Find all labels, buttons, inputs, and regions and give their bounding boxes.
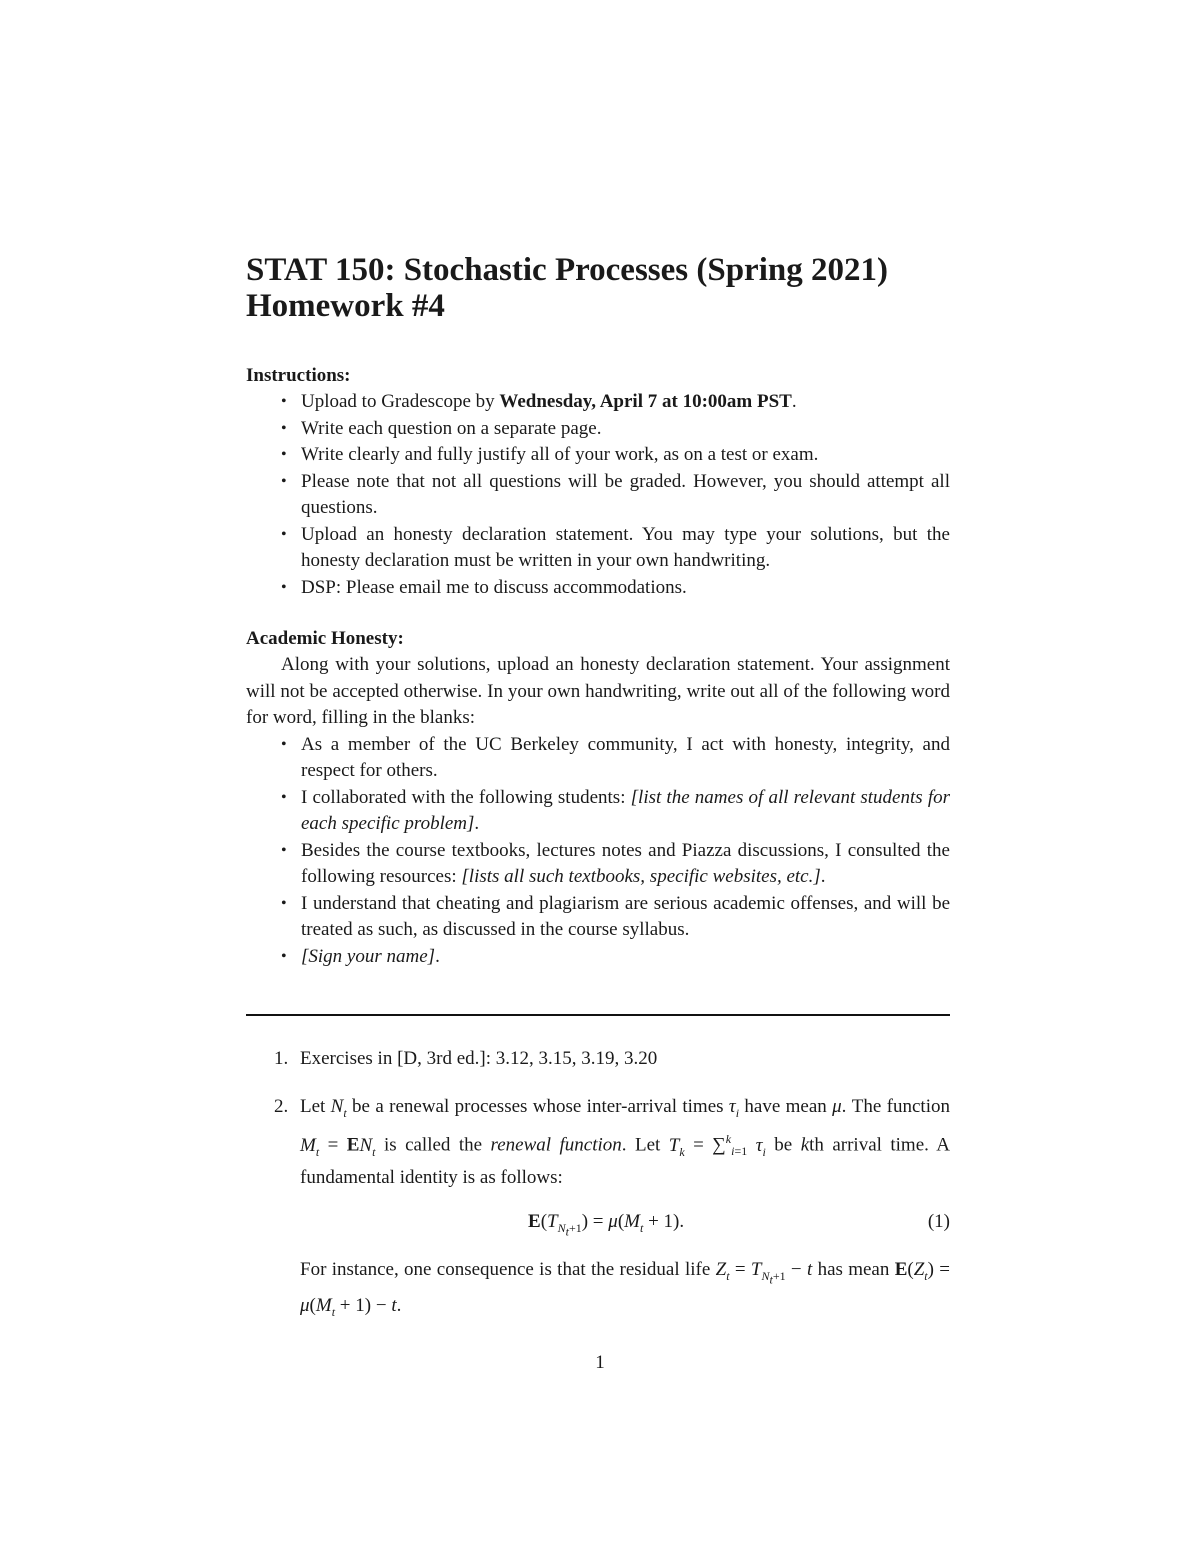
page-number: 1	[595, 1352, 605, 1373]
section-divider	[246, 1014, 950, 1016]
list-item: • DSP: Please email me to discuss accommodations.	[246, 575, 950, 602]
list-item: • I understand that cheating and plagiarism are serious academic offenses, and will be treated as such, as discussed in the course syllabus.	[281, 892, 950, 940]
equation-1	[300, 1209, 950, 1237]
problem-number: 2.	[274, 1096, 289, 1117]
bullet-icon: •	[281, 393, 287, 410]
list-item: • Besides the course textbooks, lectures notes and Piazza discussions, I consulted the following resources: [lists all such textbooks, specific websites, etc.].	[281, 839, 950, 887]
list-item: • Write each question on a separate page.	[246, 416, 950, 443]
academic-honesty-section	[246, 626, 950, 970]
document-title	[246, 252, 966, 324]
bullet-icon: •	[281, 419, 287, 437]
problem-1	[246, 1046, 950, 1073]
list-item: • I collaborated with the following students: [list the names of all relevant students for each specific problem].	[281, 786, 951, 834]
bullet-icon: •	[281, 788, 287, 806]
equation-expression: $E(T_{N_t+1}) = \mu(M_t + 1)$.	[528, 1211, 685, 1239]
bullet-icon: •	[281, 525, 287, 543]
problem-2	[246, 1094, 950, 1325]
problem-text: Let $N_t$ be a renewal processes whose inter-arrival times $\tau_i$ have mean μ. The function $M_t = EN_t$ is called the renewal function. Let $T_k = \sum^k_{i=1}$ $\tau_i$ be kth arrival time. A fundamental identity is as follows: $E(T_{N_t+1}) = \mu(M_t + 1)$. (1) For instance, one consequence is that the residual life $Z_t = T_{N_t+1} - t$ has mean $E(Z_t) = \mu(M_t + 1) - t$.	[300, 1096, 951, 1319]
bullet-icon: •	[281, 578, 287, 596]
list-item: • As a member of the UC Berkeley community, I act with honesty, integrity, and respect for others.	[281, 733, 950, 781]
instructions-list	[246, 389, 950, 601]
bullet-icon: •	[281, 446, 287, 463]
bullet-icon: •	[281, 894, 287, 912]
title-line-2: Homework #4	[246, 288, 445, 324]
list-item: • [Sign your name].	[246, 944, 950, 971]
bullet-icon: •	[281, 472, 287, 490]
bullet-icon: •	[281, 735, 287, 753]
honesty-paragraph: Along with your solutions, upload an honesty declaration statement. Your assignment will not be accepted otherwise. In your own handwriting, write out all of the following word for word, filling in the blanks:	[246, 654, 950, 728]
list-item: • Upload to Gradescope by Wednesday, April 7 at 10:00am PST.	[246, 389, 950, 416]
instructions-section	[246, 363, 950, 601]
bullet-icon: •	[281, 947, 287, 965]
honesty-list	[246, 732, 950, 971]
equation-number: (1)	[927, 1211, 950, 1233]
honesty-heading: Academic Honesty:	[246, 628, 404, 649]
list-item: • Write clearly and fully justify all of your work, as on a test or exam.	[246, 442, 950, 469]
title-line-1: STAT 150: Stochastic Processes (Spring 2021)	[246, 252, 888, 288]
bullet-icon: •	[281, 841, 287, 859]
problem-text: Exercises in [D, 3rd ed.]: 3.12, 3.15, 3.19, 3.20	[300, 1048, 658, 1069]
instructions-heading: Instructions:	[246, 365, 351, 386]
problem-number: 1.	[274, 1048, 289, 1069]
list-item: • Upload an honesty declaration statement. You may type your solutions, but the honesty declaration must be written in your own handwriting.	[281, 523, 950, 571]
list-item: • Please note that not all questions will be graded. However, you should attempt all questions.	[281, 470, 950, 518]
